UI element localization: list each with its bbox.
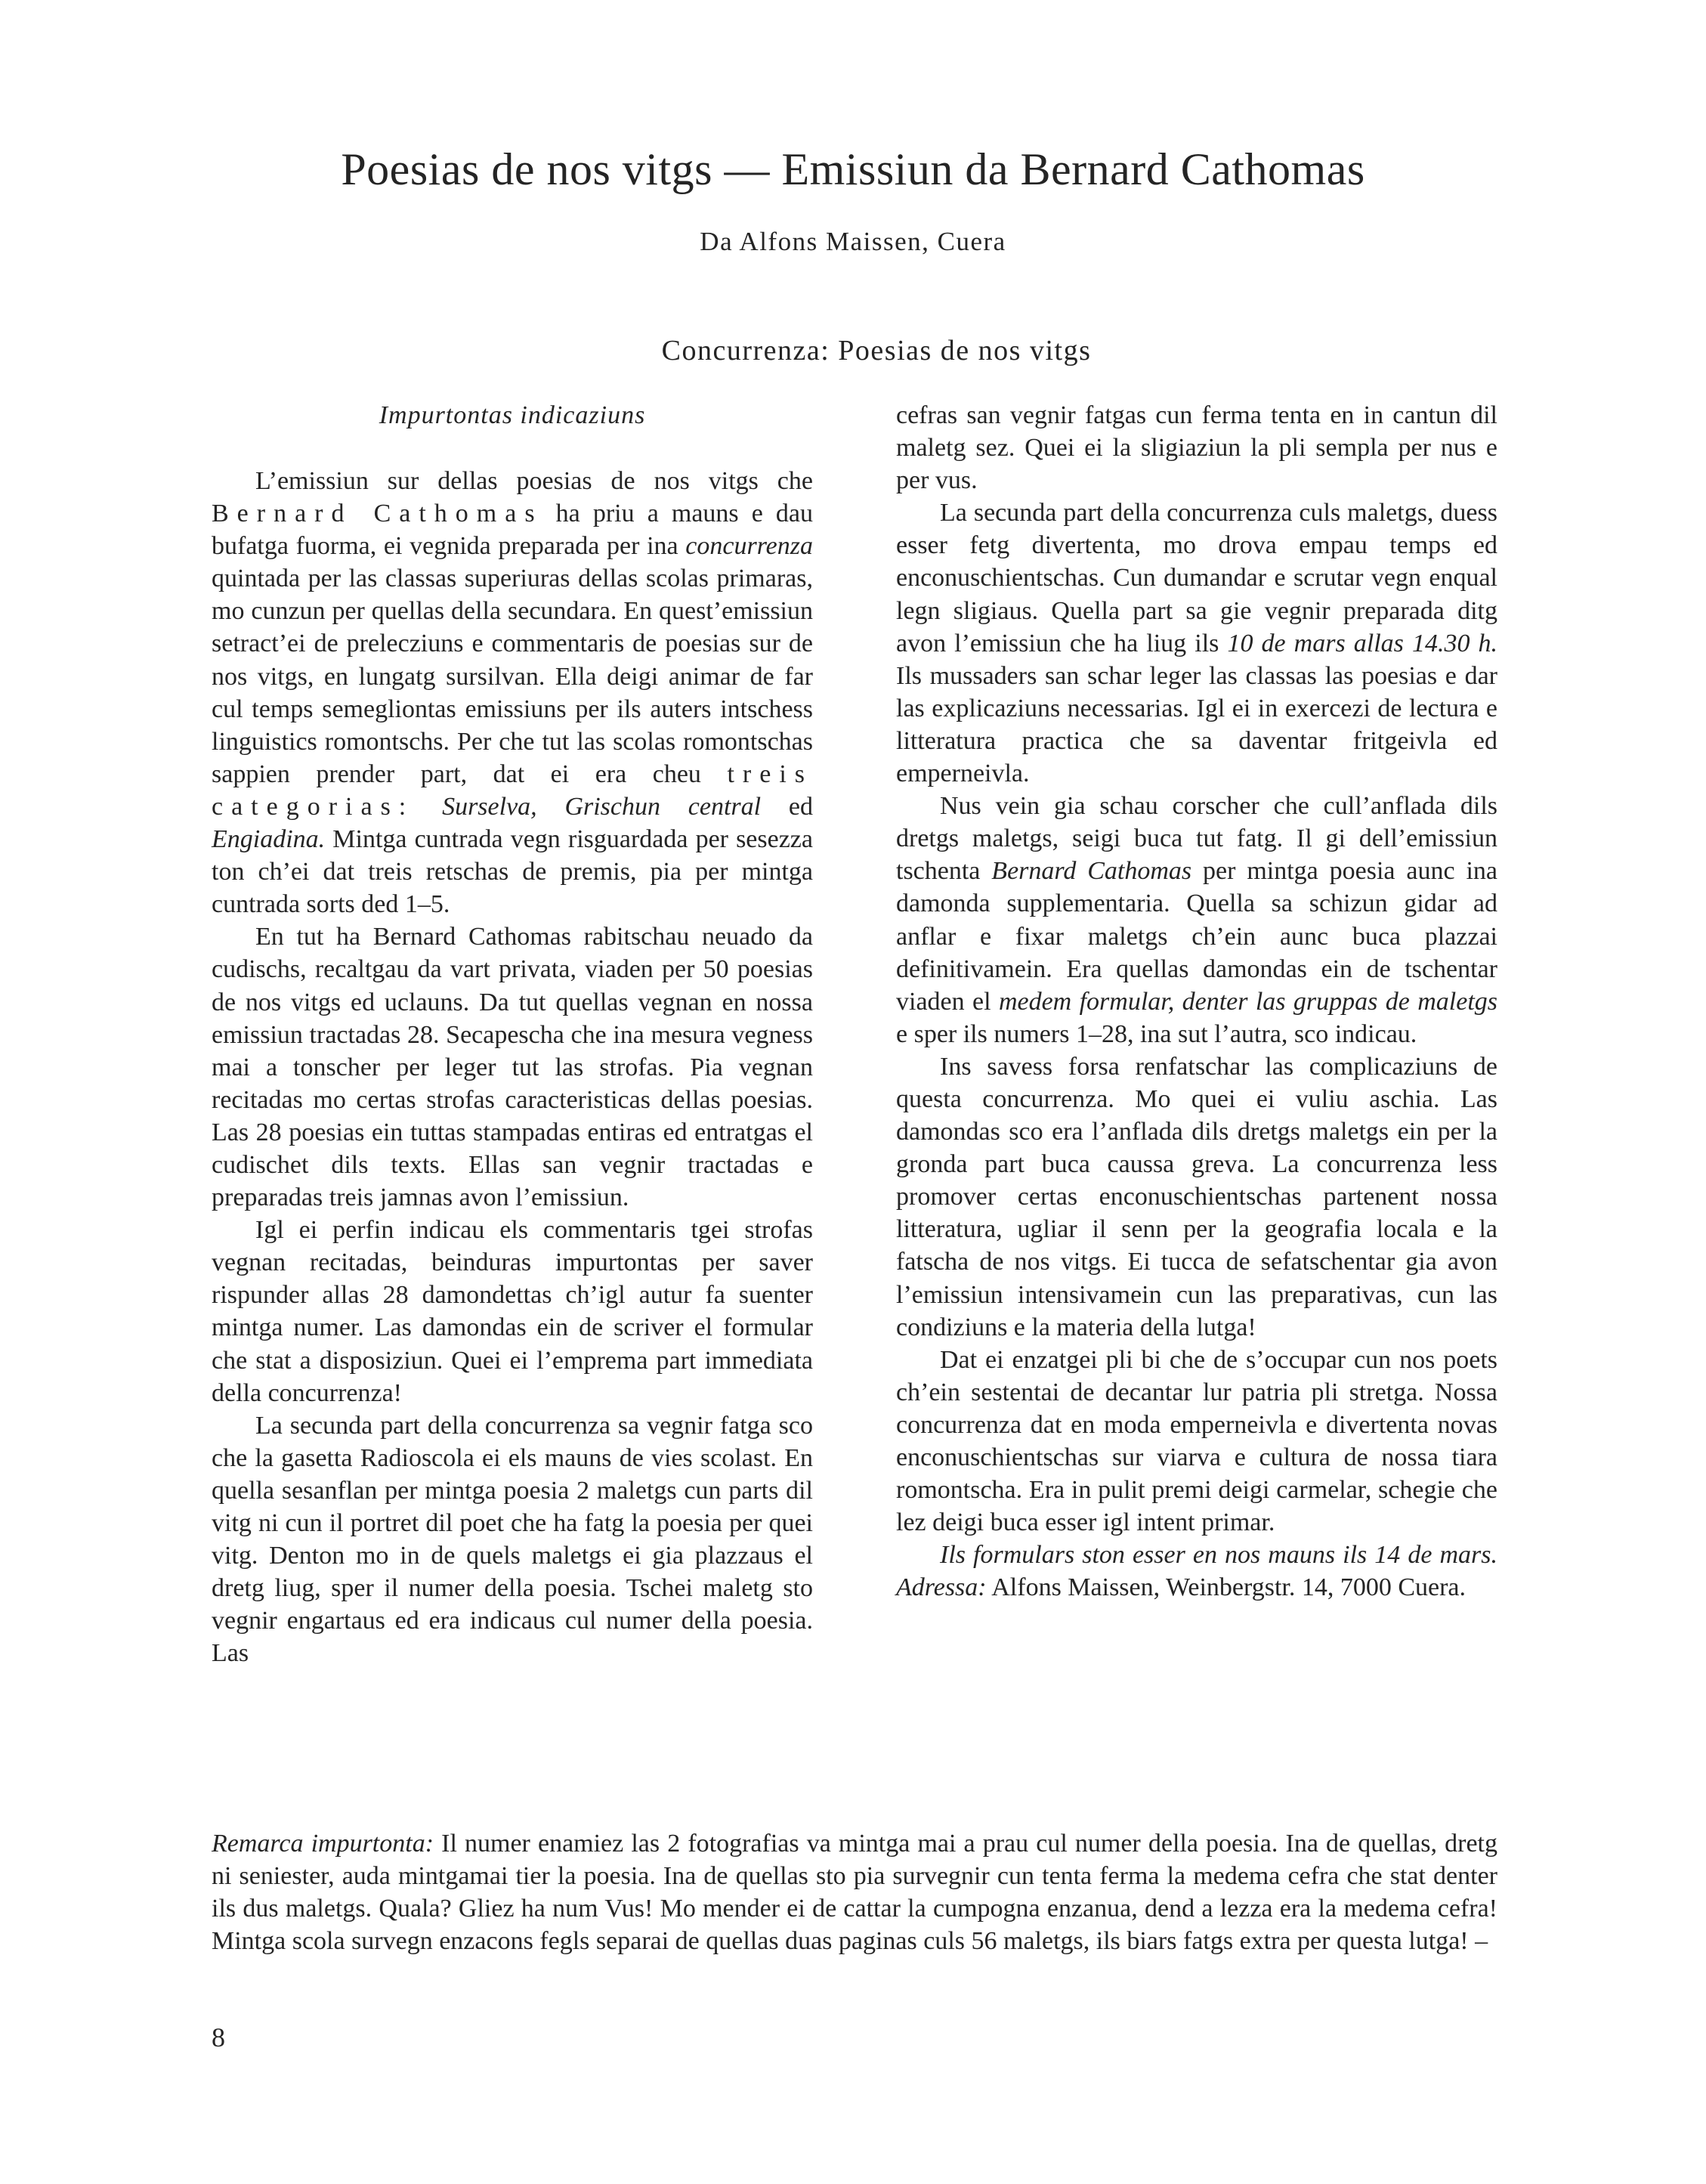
- text: Ils mussaders san schar leger las classas las poesias e dar las explicaziuns necessarias. Igl ei in exercezi de lectura e litteratura practica che sa daventar fritgeivla ed emperneivla.: [896, 661, 1497, 788]
- text: Nus vein gia schau corscher che cull’anflada dils dretgs maletgs, seigi buca tut fatg. Il gi dell’emissiun tschenta: [896, 792, 1497, 886]
- paragraph: cefras san vegnir fatgas cun ferma tenta en in cantun dil maletg sez. Quei ei la sligiaziun la pli sempla per nus e per vus.: [896, 401, 1497, 495]
- left-column: [212, 399, 813, 1669]
- remark-note: [212, 1827, 1497, 1957]
- paragraph: Igl ei perfin indicau els commentaris tgei strofas vegnan recitadas, beinduras impurtontas per saver rispunder allas 28 damondettas ch’igl autur fa suenter mintga numer. Las damondas ein de scriver el formular che stat a disposiziun. Quei ei l’emprema part immediata della concurrenza!: [212, 1216, 813, 1407]
- emphasis: Ils formulars ston esser en nos mauns ils 14 de mars. Adressa:: [896, 1541, 1497, 1602]
- text: La secunda part della concurrenza culs maletgs, duess esser fetg divertenta, mo drova empau temps ed enconuschientschas. Cun dumandar e scrutar vegn enqual legn sligiaus. Quella part sa gie vegnir preparada ditg avon l’emissiun che ha liug ils: [896, 499, 1497, 657]
- text: Mintga cuntrada vegn risguardada per sesezza ton ch’ei dat treis retschas de premis, pia per mintga cuntrada sorts ded 1–5.: [212, 825, 813, 919]
- spaced-text: treis categorias:: [212, 759, 814, 821]
- article-title: Poesias de nos vitgs — Emissiun da Bernard Cathomas: [341, 144, 1365, 194]
- person-name: Bernard Cathomas: [212, 500, 543, 528]
- text: per mintga poesia aunc ina damonda supplementaria. Quella sa schizun gidar ad anflar e fixar maletgs ch’ein aunc buca plazzai definitivamein. Era quellas damondas ein de tschentar viaden el: [896, 857, 1498, 1016]
- section-title: Concurrenza: Poesias de nos vitgs: [661, 335, 1092, 367]
- right-column: [896, 399, 1497, 1604]
- text: quintada per las classas superiuras dellas scolas primaras, mo cunzun per quellas della secundara. En quest’emissiun setract’ei de prelecziuns e commentaris de poesias sur de nos vitgs, en lungatg sursilvan. Ella deigi animar de far cul temps semegliontas emissiuns per ils auters intschess linguistics romontschs. Per che tut las scolas romontschas sappien prender part, dat ei era cheu: [212, 565, 813, 788]
- paragraph: Ins savess forsa renfatschar las complicaziuns de questa concurrenza. Mo quei ei vuliu aschia. Las damondas sco era l’anflada dils dretgs maletgs ein per la gronda part buca caussa greva. La concurrenza less promover certas enconuschientschas partenent nossa litteratura, ugliar il senn per la geografia locala e la fatscha de nos vitgs. Ei tucca de sefatschentar gia avon l’emissiun intensivamein cun las preparativas, cun las condiziuns e la materia della lutga!: [896, 1052, 1497, 1341]
- paragraph: Dat ei enzatgei pli bi che de s’occupar cun nos poets ch’ein sestentai de decantar lur patria pli stretga. Nossa concurrenza dat en moda emperneivla e divertenta novas enconuschientschas sur viarva e cultura de nossa tiara romontscha. Era in pulit premi deigi carmelar, schegie che lez deigi buca esser igl intent primar.: [896, 1345, 1497, 1537]
- paragraph: [212, 465, 813, 920]
- text: L’emissiun sur dellas poesias de nos vitgs che: [255, 467, 813, 495]
- emphasis: 10 de mars allas 14.30 h.: [1227, 629, 1498, 657]
- emphasis: concurrenza: [685, 532, 814, 561]
- text: ed: [788, 792, 813, 821]
- page-number: 8: [212, 2022, 225, 2053]
- address: Alfons Maissen, Weinbergstr. 14, 7000 Cuera.: [991, 1573, 1466, 1602]
- author-byline: Da Alfons Maissen, Cuera: [700, 227, 1006, 256]
- paragraph: [896, 1539, 1497, 1604]
- text: ha priu a mauns e dau bufatga fuorma, ei vegnida preparada per ina: [212, 500, 813, 561]
- remark-text: Il numer enamiez las 2 fotografias va mintga mai a prau cul numer della poesia. Ina de quellas, dretg ni seniester, auda mintgamai tier la poesia. Ina de quellas sto pia survegnir cun tenta ferma la medema cefra che stat denter ils dus maletgs. Quala? Gliez ha num Vus! Mo mender ei de cattar la cumpogna enzanua, dend a lezza era la medema cefra! Mintga scola survegn enzacons fegls separai de quellas duas paginas culs 56 maletgs, ils biars fatgs extra per questa lutga! –: [212, 1830, 1497, 1955]
- emphasis: medem formular, denter las gruppas de maletgs: [998, 987, 1497, 1016]
- remark-label: Remarca impurtonta:: [212, 1830, 434, 1858]
- emphasis: Bernard Cathomas: [991, 857, 1192, 886]
- paragraph: La secunda part della concurrenza sa vegnir fatga sco che la gasetta Radioscola ei els mauns de vies scolast. En quella sesanflan per mintga poesia 2 maletgs cun parts dil vitg ni cun il portret dil poet che ha fatg la poesia per quei vitg. Denton mo in de quels maletgs ei gia plazzaus el dretg liug, sper il numer della poesia. Tschei maletg sto vegnir engartaus ed era indicaus cul numer della poesia. Las: [212, 1411, 813, 1668]
- paragraph: [896, 790, 1497, 1050]
- subheading: Impurtontas indicaziuns: [379, 401, 646, 429]
- paragraph: En tut ha Bernard Cathomas rabitschau neuado da cudischs, recaltgau da vart privata, viaden per 50 poesias de nos vitgs ed uclauns. Da tut quellas vegnan en nossa emissiun tractadas 28. Secapescha che ina mesura vegness mai a tonscher per leger tut las strofas. Pia vegnan recitadas mo certas strofas caracteristicas dellas poesias. Las 28 poesias ein tuttas stampadas entiras ed entratgas el cudischet dils texts. Ellas san vegnir tractadas e preparadas treis jamnas avon l’emissiun.: [212, 923, 813, 1212]
- emphasis: Engiadina.: [212, 825, 326, 854]
- emphasis: Surselva, Grischun central: [442, 792, 762, 821]
- text: e sper ils numers 1–28, ina sut l’autra, sco indicau.: [896, 1019, 1417, 1048]
- paragraph: [896, 497, 1497, 790]
